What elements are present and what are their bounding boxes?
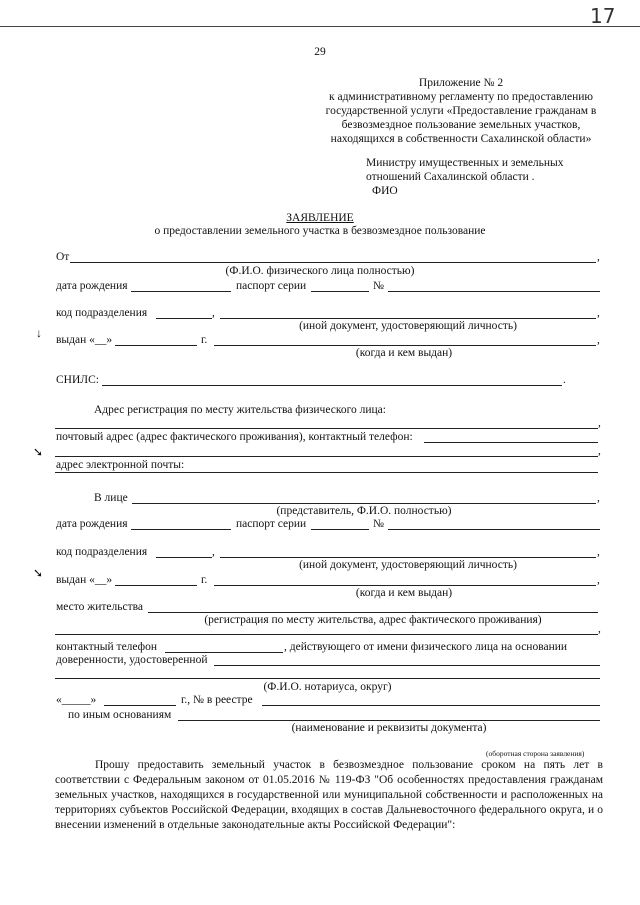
residence-hint: (регистрация по месту жительства, адрес фактического проживания) — [204, 614, 542, 626]
document-title: ЗАЯВЛЕНИЕ — [286, 212, 354, 224]
margin-mark-3: ➘ — [33, 566, 44, 580]
addressee-line-2: отношений Сахалинской области . — [366, 171, 535, 183]
rep-passport-number-field[interactable] — [388, 529, 600, 530]
rep-passport-series-label: паспорт серии — [236, 518, 307, 530]
reg-address-label: Адрес регистрация по месту жительства физического лица: — [94, 404, 386, 416]
rep-dept-code-field[interactable] — [156, 557, 212, 558]
poa-field[interactable] — [214, 665, 600, 666]
issued-hint: (когда и кем выдан) — [355, 347, 453, 359]
email-field[interactable] — [55, 472, 598, 473]
birth-field[interactable] — [131, 291, 231, 292]
issued-label: выдан «__» — [56, 334, 113, 346]
other-grounds-label: по иным основаниям — [68, 709, 172, 721]
rep-other-doc-hint: (иной документ, удостоверяющий личность) — [299, 559, 517, 571]
postal-label: почтовый адрес (адрес фактического проживания), контактный телефон: — [56, 431, 413, 443]
reverse-side-note: (оборотная сторона заявления) — [486, 749, 585, 758]
notary-hint: (Ф.И.О. нотариуса, округ) — [263, 681, 392, 693]
addressee-fio: ФИО — [372, 185, 398, 197]
appendix-line-5: находящихся в собственности Сахалинской области» — [330, 133, 592, 145]
fio-hint: (Ф.И.О. физического лица полностью) — [225, 265, 415, 277]
registry-number-field[interactable] — [262, 705, 600, 706]
rep-issued-hint: (когда и кем выдан) — [355, 587, 453, 599]
document-subtitle: о предоставлении земельного участка в безвозмездное пользование — [154, 225, 486, 237]
issued-date-field[interactable] — [115, 345, 197, 346]
issued-year-label: г. — [201, 334, 208, 346]
dept-code-label: код подразделения — [56, 307, 148, 319]
margin-mark-2: ➘ — [33, 445, 44, 459]
request-paragraph: Прошу предоставить земельный участок в безвозмездное пользование сроком на пять лет в соответствии с Федеральным законом от 01.05.2016 № 119-ФЗ "Об особенностях предоставления гражданам земельных участков, находящихся в государственной или муниципальной собственности и расположенных на территориях субъектов Российской Федерации, входящих в состав Дальневосточного федерального округа, и о внесении изменений в отдельные законодательные акты Российской Федерации": — [55, 759, 603, 831]
snils-label: СНИЛС: — [56, 374, 99, 386]
rep-passport-number-label: № — [373, 518, 384, 530]
passport-series-field[interactable] — [311, 291, 369, 292]
residence-label: место жительства — [56, 601, 143, 613]
rep-issued-year-label: г. — [201, 574, 208, 586]
passport-number-field[interactable] — [388, 291, 600, 292]
email-label: адрес электронной почты: — [56, 459, 185, 471]
postal-field-2[interactable] — [55, 456, 598, 457]
birth-label: дата рождения — [56, 280, 128, 292]
snils-field[interactable] — [102, 385, 562, 386]
rep-passport-series-field[interactable] — [311, 529, 369, 530]
registry-date-field[interactable] — [104, 705, 176, 706]
other-doc-hint: (иной документ, удостоверяющий личность) — [299, 320, 517, 332]
registry-quote: «_____» — [56, 694, 97, 706]
rep-birth-field[interactable] — [131, 529, 231, 530]
rep-issued-label: выдан «__» — [56, 574, 113, 586]
handwritten-page-marker: 17 — [590, 4, 616, 28]
poa-label: доверенности, удостоверенной — [56, 654, 208, 666]
in-person-label: В лице — [94, 492, 128, 504]
fio-field[interactable] — [70, 262, 596, 263]
passport-number-label: № — [373, 280, 384, 292]
doc-hint: (наименование и реквизиты документа) — [291, 722, 487, 734]
rep-birth-label: дата рождения — [56, 518, 128, 530]
rep-fio-hint: (представитель, Ф.И.О. полностью) — [276, 505, 452, 517]
acting-label: , действующего от имени физического лица на основании — [284, 641, 568, 653]
passport-series-label: паспорт серии — [236, 280, 307, 292]
appendix-line-1: Приложение № 2 — [418, 77, 504, 89]
dept-code-field[interactable] — [156, 318, 212, 319]
phone-label: контактный телефон — [56, 641, 158, 653]
poa-field-2[interactable] — [55, 678, 600, 679]
addressee-line-1: Министру имущественных и земельных — [366, 157, 564, 169]
registry-year-label: г., № в реестре — [181, 694, 253, 706]
scan-top-line — [0, 26, 640, 27]
from-label: От — [56, 251, 70, 263]
postal-field[interactable] — [424, 442, 598, 443]
margin-mark: ↓ — [36, 326, 42, 340]
appendix-line-3: государственной услуги «Предоставление гражданам в — [325, 105, 597, 117]
residence-field-2[interactable] — [55, 634, 598, 635]
page-number: 29 — [314, 46, 326, 58]
reg-address-field[interactable] — [55, 428, 598, 429]
appendix-line-4: безвозмездное пользование земельных участков, — [341, 119, 581, 131]
appendix-line-2: к административному регламенту по предоставлению — [329, 91, 593, 103]
rep-issued-date-field[interactable] — [115, 585, 197, 586]
rep-dept-code-label: код подразделения — [56, 546, 148, 558]
